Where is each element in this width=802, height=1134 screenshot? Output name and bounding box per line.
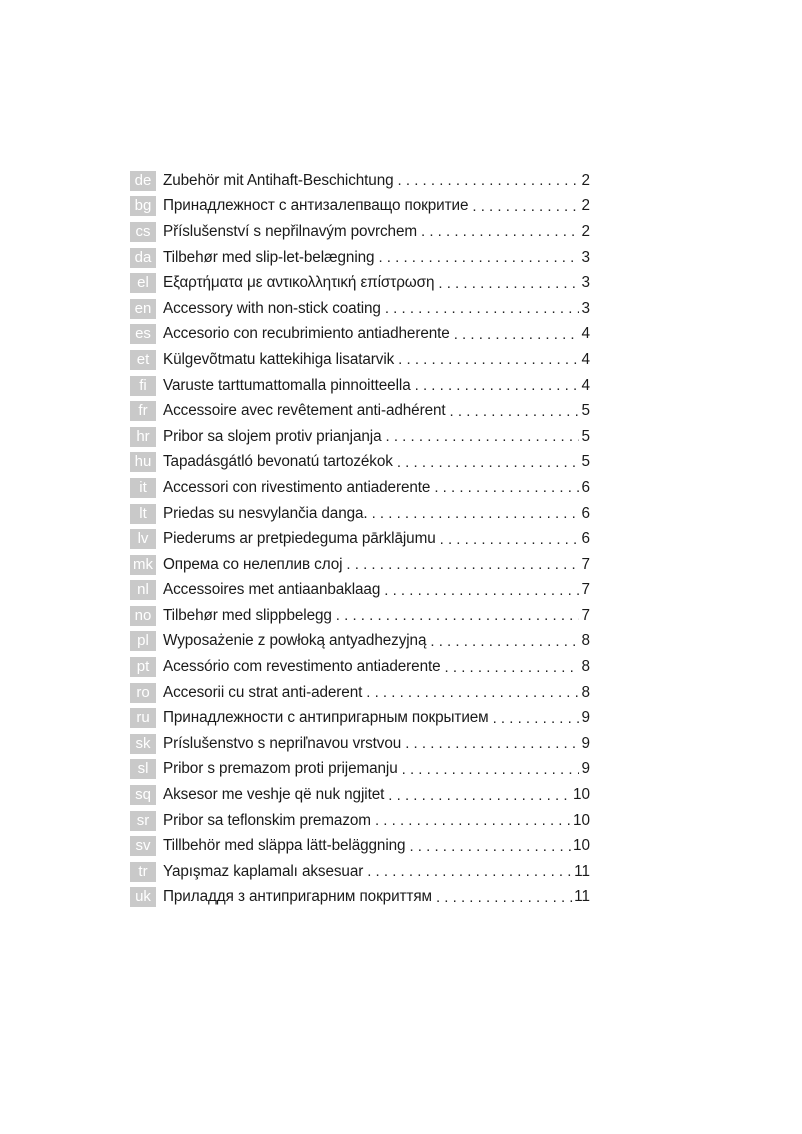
language-badge: sq <box>130 785 156 805</box>
language-badge: es <box>130 324 156 344</box>
dot-leader <box>366 684 579 701</box>
page-number: 4 <box>581 325 590 343</box>
dot-leader <box>385 300 579 317</box>
entry-title: Külgevõtmatu kattekihiga lisatarvik <box>163 350 395 368</box>
page-number: 4 <box>581 350 590 368</box>
language-badge: ro <box>130 683 156 703</box>
entry-title: Pribor sa slojem protiv prianjanja <box>163 427 382 445</box>
dot-leader <box>409 838 572 855</box>
toc-entry-es[interactable] <box>130 322 590 348</box>
toc-entry-sl[interactable] <box>130 757 590 783</box>
toc-entry-pt[interactable] <box>130 654 590 680</box>
language-badge: fi <box>130 376 156 396</box>
page-number: 6 <box>581 504 590 522</box>
language-badge: lt <box>130 504 156 524</box>
language-badge: pt <box>130 657 156 677</box>
dot-leader <box>436 889 573 906</box>
toc-entry-uk[interactable] <box>130 885 590 911</box>
language-badge: tr <box>130 862 156 882</box>
page-number: 5 <box>581 402 590 420</box>
page-number: 3 <box>581 248 590 266</box>
language-badge: sr <box>130 811 156 831</box>
dot-leader <box>405 735 579 752</box>
dot-leader <box>372 505 579 522</box>
toc-entry-de[interactable] <box>130 168 590 194</box>
dot-leader <box>402 761 579 778</box>
page-number: 5 <box>581 453 590 471</box>
language-badge: fr <box>130 401 156 421</box>
entry-title: Priedas su nesvylančia danga. <box>163 504 368 522</box>
page-number: 11 <box>574 862 590 880</box>
page-number: 10 <box>572 837 590 855</box>
entry-title: Príslušenstvo s nepriľnavou vrstvou <box>163 734 402 752</box>
page-number: 2 <box>581 222 590 240</box>
language-badge: lv <box>130 529 156 549</box>
toc-entry-da[interactable] <box>130 245 590 271</box>
entry-title: Acessório com revestimento antiaderente <box>163 658 441 676</box>
entry-title: Aksesor me veshje që nuk ngjitet <box>163 786 385 804</box>
page-number: 5 <box>581 427 590 445</box>
entry-title: Опрема со нелеплив слој <box>163 555 343 573</box>
page-number: 10 <box>572 811 590 829</box>
toc-entry-pl[interactable] <box>130 629 590 655</box>
entry-title: Принадлежност с антизалепващо покритие <box>163 197 469 215</box>
language-badge: pl <box>130 631 156 651</box>
toc-entry-et[interactable] <box>130 347 590 373</box>
page-number: 4 <box>581 376 590 394</box>
toc-entry-it[interactable] <box>130 475 590 501</box>
language-badge: da <box>130 248 156 268</box>
entry-title: Accessori con rivestimento antiaderente <box>163 478 431 496</box>
table-of-contents <box>130 168 590 910</box>
page-number: 7 <box>581 555 590 573</box>
dot-leader <box>430 633 579 650</box>
dot-leader <box>454 326 579 343</box>
entry-title: Pribor sa teflonskim premazom <box>163 811 371 829</box>
page-number: 2 <box>581 171 590 189</box>
page-number: 6 <box>581 530 590 548</box>
toc-entry-sv[interactable] <box>130 833 590 859</box>
page-number: 7 <box>581 581 590 599</box>
dot-leader <box>397 454 579 471</box>
toc-entry-hr[interactable] <box>130 424 590 450</box>
entry-title: Příslušenství s nepřilnavým povrchem <box>163 222 417 240</box>
page-number: 9 <box>581 709 590 727</box>
page-number: 8 <box>581 683 590 701</box>
entry-title: Zubehör mit Antihaft-Beschichtung <box>163 171 394 189</box>
entry-title: Приладдя з антипригарним покриттям <box>163 888 432 906</box>
toc-entry-ru[interactable] <box>130 705 590 731</box>
page-number: 9 <box>581 734 590 752</box>
entry-title: Accesorio con recubrimiento antiadherente <box>163 325 450 343</box>
dot-leader <box>450 403 579 420</box>
entry-title: Piederums ar pretpiedeguma pārklājumu <box>163 530 436 548</box>
toc-entry-lt[interactable] <box>130 501 590 527</box>
toc-entry-bg[interactable] <box>130 194 590 220</box>
toc-entry-ro[interactable] <box>130 680 590 706</box>
dot-leader <box>434 479 579 496</box>
entry-title: Accesorii cu strat anti-aderent <box>163 683 363 701</box>
dot-leader <box>398 172 579 189</box>
language-badge: it <box>130 478 156 498</box>
page-number: 11 <box>574 888 590 906</box>
toc-entry-fr[interactable] <box>130 398 590 424</box>
language-badge: hu <box>130 452 156 472</box>
page-number: 3 <box>581 274 590 292</box>
page-number: 7 <box>581 606 590 624</box>
entry-title: Tillbehör med släppa lätt-beläggning <box>163 837 406 855</box>
dot-leader <box>378 249 579 266</box>
page-number: 9 <box>581 760 590 778</box>
toc-entry-mk[interactable] <box>130 552 590 578</box>
entry-title: Tilbehør med slip-let-belægning <box>163 248 375 266</box>
language-badge: mk <box>130 555 156 575</box>
toc-entry-sr[interactable] <box>130 808 590 834</box>
page-number: 2 <box>581 197 590 215</box>
dot-leader <box>398 351 579 368</box>
toc-entry-cs[interactable] <box>130 219 590 245</box>
entry-title: Tilbehør med slippbelegg <box>163 606 332 624</box>
dot-leader <box>440 531 579 548</box>
dot-leader <box>346 556 579 573</box>
language-badge: et <box>130 350 156 370</box>
entry-title: Accessory with non-stick coating <box>163 299 381 317</box>
language-badge: no <box>130 606 156 626</box>
toc-entry-no[interactable] <box>130 603 590 629</box>
toc-entry-fi[interactable] <box>130 373 590 399</box>
language-badge: nl <box>130 580 156 600</box>
dot-leader <box>336 607 579 624</box>
entry-title: Εξαρτήματα με αντικολλητική επίστρωση <box>163 274 435 292</box>
dot-leader <box>384 582 579 599</box>
dot-leader <box>388 787 572 804</box>
entry-title: Accessoire avec revêtement anti-adhérent <box>163 402 446 420</box>
dot-leader <box>493 710 579 727</box>
page-number: 8 <box>581 632 590 650</box>
dot-leader <box>445 659 579 676</box>
language-badge: uk <box>130 887 156 907</box>
entry-title: Принадлежности с антипригарным покрытием <box>163 709 489 727</box>
toc-entry-tr[interactable] <box>130 859 590 885</box>
dot-leader <box>415 377 579 394</box>
entry-title: Varuste tarttumattomalla pinnoitteella <box>163 376 411 394</box>
entry-title: Pribor s premazom proti prijemanju <box>163 760 398 778</box>
language-badge: de <box>130 171 156 191</box>
language-badge: sk <box>130 734 156 754</box>
language-badge: sv <box>130 836 156 856</box>
dot-leader <box>472 198 579 215</box>
entry-title: Wyposażenie z powłoką antyadhezyjną <box>163 632 427 650</box>
language-badge: el <box>130 273 156 293</box>
dot-leader <box>375 812 572 829</box>
language-badge: cs <box>130 222 156 242</box>
language-badge: en <box>130 299 156 319</box>
toc-entry-en[interactable] <box>130 296 590 322</box>
toc-entry-lv[interactable] <box>130 526 590 552</box>
dot-leader <box>386 428 579 445</box>
page-number: 6 <box>581 478 590 496</box>
toc-entry-el[interactable] <box>130 270 590 296</box>
toc-entry-nl[interactable] <box>130 578 590 604</box>
language-badge: bg <box>130 196 156 216</box>
page-number: 8 <box>581 658 590 676</box>
language-badge: hr <box>130 427 156 447</box>
dot-leader <box>438 275 579 292</box>
entry-title: Accessoires met antiaanbaklaag <box>163 581 381 599</box>
dot-leader <box>367 863 573 880</box>
entry-title: Tapadásgátló bevonatú tartozékok <box>163 453 393 471</box>
language-badge: ru <box>130 708 156 728</box>
dot-leader <box>421 223 579 240</box>
toc-entry-hu[interactable] <box>130 450 590 476</box>
toc-entry-sk[interactable] <box>130 731 590 757</box>
entry-title: Yapışmaz kaplamalı aksesuar <box>163 862 364 880</box>
page-number: 3 <box>581 299 590 317</box>
language-badge: sl <box>130 759 156 779</box>
toc-entry-sq[interactable] <box>130 782 590 808</box>
page-number: 10 <box>572 786 590 804</box>
